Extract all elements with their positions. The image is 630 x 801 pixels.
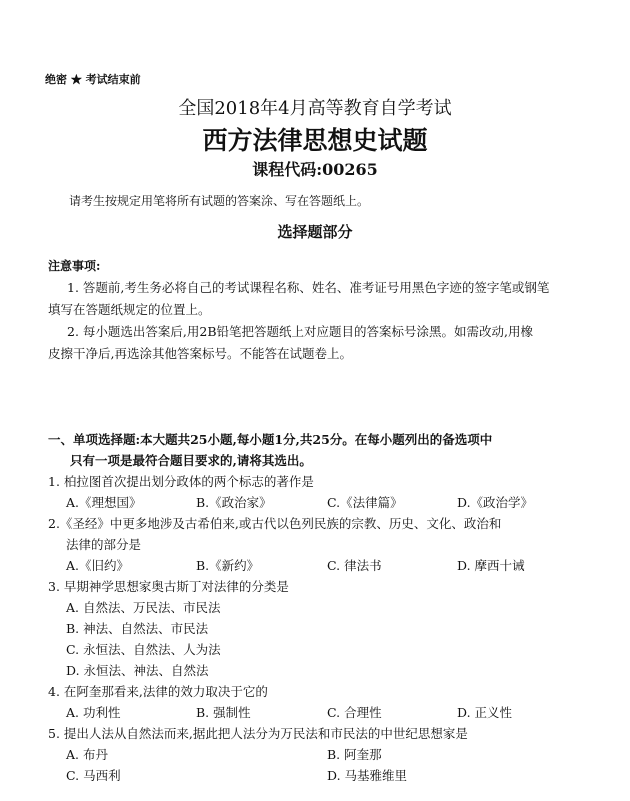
question-5-stem: 5. 提出人法从自然法而来,据此把人法分为万民法和市民法的中世纪思想家是 (48, 726, 468, 741)
question-3-stem: 3. 早期神学思想家奥古斯丁对法律的分类是 (48, 579, 289, 594)
section-heading-line-1: 一、单项选择题:本大题共25小题,每小题1分,共25分。在每小题列出的备选项中 (48, 432, 493, 447)
question-5-option-b: B. 阿奎那 (327, 747, 382, 762)
question-1-option-b: B.《政治家》 (196, 495, 272, 510)
question-2-stem-line-1: 2.《圣经》中更多地涉及古希伯来,或古代以色列民族的宗教、历史、文化、政治和 (48, 516, 502, 531)
question-4-option-b: B. 强制性 (196, 705, 251, 720)
question-1-option-c: C.《法律篇》 (327, 495, 403, 510)
notice-heading: 注意事项: (48, 259, 101, 273)
question-3-option-c: C. 永恒法、自然法、人为法 (66, 642, 221, 657)
notice-item-2-line-2: 皮擦干净后,再选涂其他答案标号。不能答在试题卷上。 (48, 346, 352, 361)
notice-item-1-line-2: 填写在答题纸规定的位置上。 (48, 302, 211, 317)
question-2-option-c: C. 律法书 (327, 558, 382, 573)
question-4-stem: 4. 在阿奎那看来,法律的效力取决于它的 (48, 684, 268, 699)
paper-title: 西方法律思想史试题 (202, 126, 428, 155)
part-title: 选择题部分 (277, 223, 353, 241)
course-code: 课程代码:00265 (252, 160, 378, 179)
question-2-option-a: A.《旧约》 (66, 558, 130, 573)
question-4-option-c: C. 合理性 (327, 705, 382, 720)
question-4-option-d: D. 正义性 (457, 705, 513, 720)
question-2-option-d: D. 摩西十诫 (457, 558, 525, 573)
notice-item-1-line-1: 1. 答题前,考生务必将自己的考试课程名称、姓名、准考证号用黑色字迹的签字笔或钢笔 (67, 280, 550, 295)
question-3-option-d: D. 永恒法、神法、自然法 (66, 663, 209, 678)
question-2-stem-line-2: 法律的部分是 (66, 537, 142, 552)
question-3-option-b: B. 神法、自然法、市民法 (66, 621, 209, 636)
confidential-label: 绝密 ★ 考试结束前 (45, 73, 141, 86)
question-3-option-a: A. 自然法、万民法、市民法 (66, 600, 221, 615)
exam-title: 全国2018年4月高等教育自学考试 (178, 98, 452, 119)
notice-item-2-line-1: 2. 每小题选出答案后,用2B铅笔把答题纸上对应题目的答案标号涂黑。如需改动,用橡 (67, 324, 533, 339)
question-5-option-a: A. 布丹 (66, 747, 108, 762)
question-2-option-b: B.《新约》 (196, 558, 260, 573)
question-5-option-d: D. 马基雅维里 (327, 768, 408, 783)
question-5-option-c: C. 马西利 (66, 768, 121, 783)
question-1-stem: 1. 柏拉图首次提出划分政体的两个标志的著作是 (48, 474, 314, 489)
question-1-option-a: A.《理想国》 (66, 495, 142, 510)
section-heading-line-2: 只有一项是最符合题目要求的,请将其选出。 (70, 453, 312, 468)
question-4-option-a: A. 功利性 (66, 705, 121, 720)
question-1-option-d: D.《政治学》 (457, 495, 534, 510)
intro-instruction: 请考生按规定用笔将所有试题的答案涂、写在答题纸上。 (69, 194, 370, 208)
